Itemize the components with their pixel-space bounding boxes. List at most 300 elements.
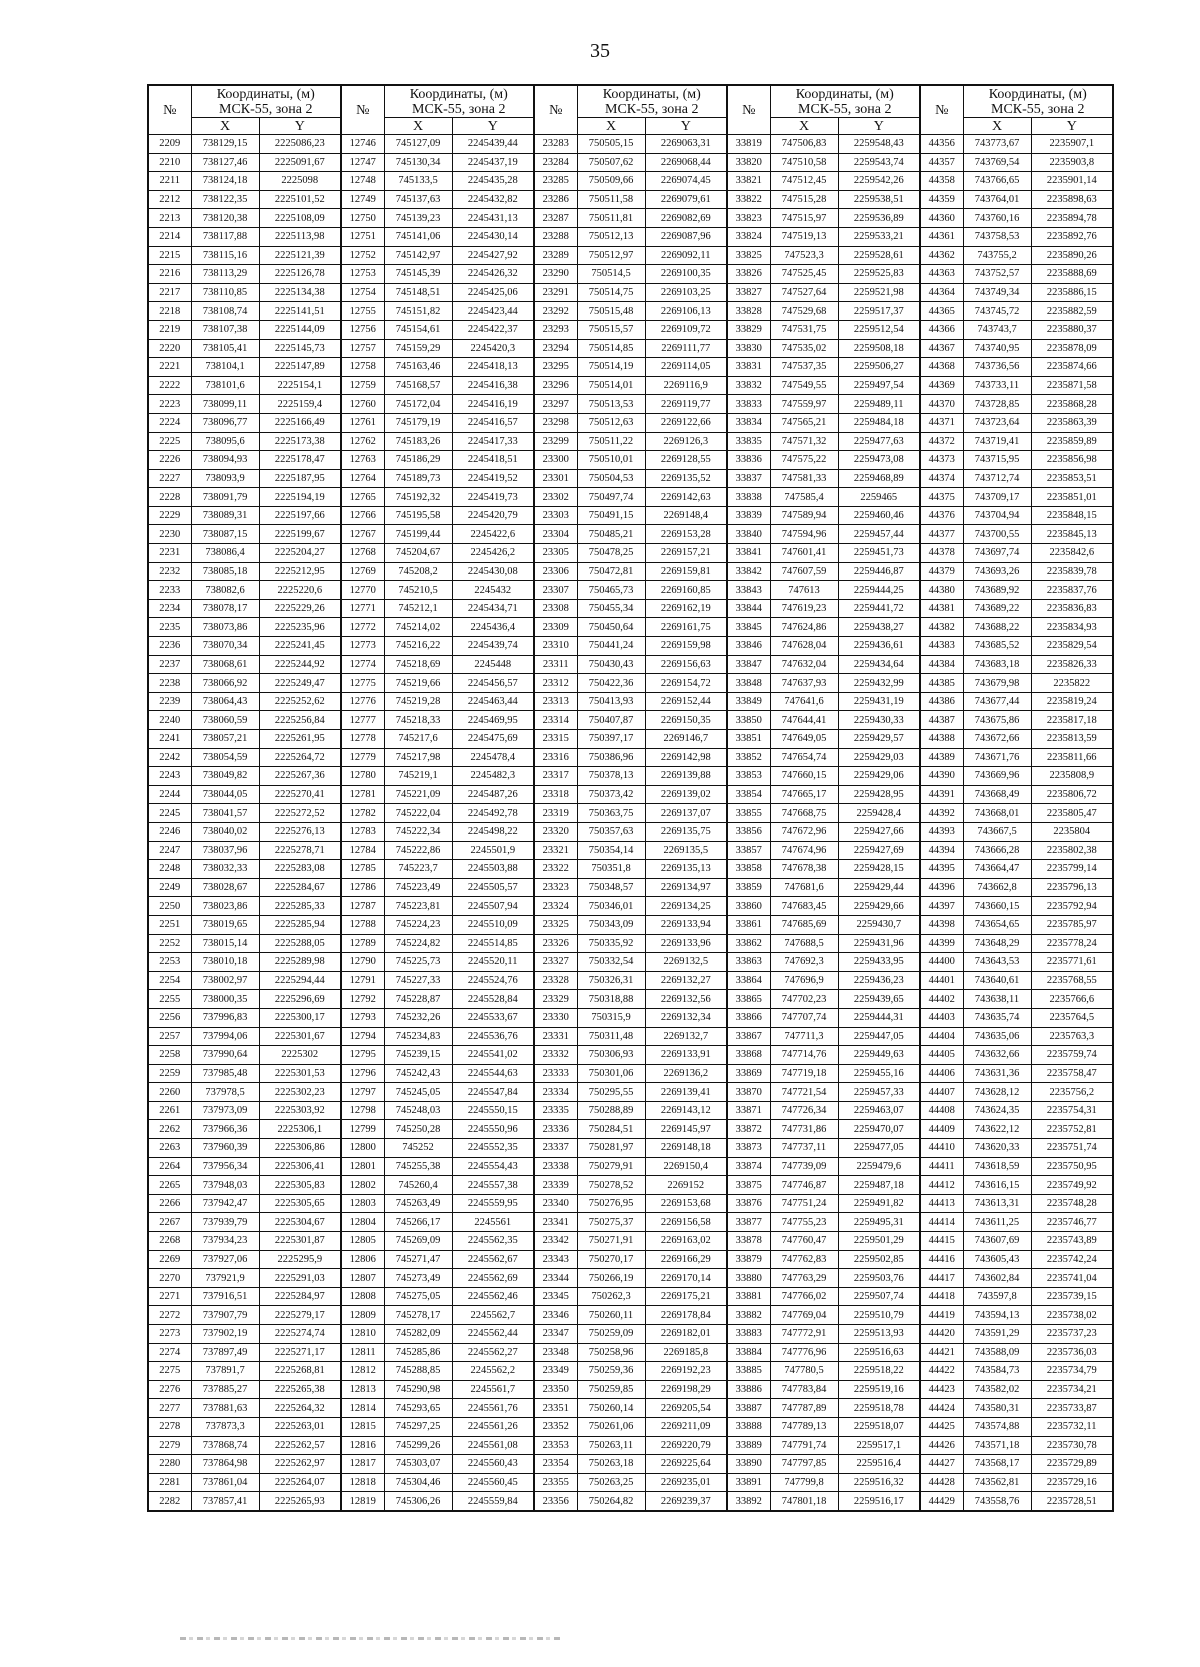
point-number: 44416 xyxy=(920,1250,963,1269)
coord-y: 2245420,79 xyxy=(452,506,534,525)
coord-x: 745266,17 xyxy=(384,1213,452,1232)
point-number: 12766 xyxy=(341,506,384,525)
coord-y: 2225235,96 xyxy=(259,618,341,637)
header-x: X xyxy=(384,118,452,135)
coord-y: 2245475,69 xyxy=(452,730,534,749)
header-coord-title: Координаты, (м) xyxy=(988,86,1087,102)
coord-y: 2269150,4 xyxy=(645,1157,727,1176)
coord-x: 745163,46 xyxy=(384,358,452,377)
coord-y: 2235802,38 xyxy=(1031,841,1113,860)
table-row xyxy=(148,1046,1113,1065)
point-number: 44403 xyxy=(920,1008,963,1027)
point-number: 33865 xyxy=(727,990,770,1009)
point-number: 33839 xyxy=(727,506,770,525)
point-number: 12754 xyxy=(341,283,384,302)
coord-x: 743733,11 xyxy=(963,376,1031,395)
point-number: 33847 xyxy=(727,655,770,674)
coord-y: 2235758,47 xyxy=(1031,1064,1113,1083)
coord-x: 738113,29 xyxy=(191,265,259,284)
coord-x: 738028,67 xyxy=(191,878,259,897)
coord-x: 747772,91 xyxy=(770,1325,838,1344)
coord-x: 750510,01 xyxy=(577,451,645,470)
coord-y: 2245533,67 xyxy=(452,1008,534,1027)
coord-x: 750497,74 xyxy=(577,488,645,507)
coord-y: 2235890,26 xyxy=(1031,246,1113,265)
table-row xyxy=(148,469,1113,488)
coord-y: 2269145,97 xyxy=(645,1120,727,1139)
table-row xyxy=(148,711,1113,730)
coord-x: 747628,04 xyxy=(770,637,838,656)
coord-x: 750263,11 xyxy=(577,1436,645,1455)
coord-x: 747787,89 xyxy=(770,1399,838,1418)
point-number: 2231 xyxy=(148,544,191,563)
point-number: 12768 xyxy=(341,544,384,563)
point-number: 44390 xyxy=(920,767,963,786)
point-number: 12777 xyxy=(341,711,384,730)
coord-x: 745214,02 xyxy=(384,618,452,637)
coord-y: 2235813,59 xyxy=(1031,730,1113,749)
coord-x: 750311,48 xyxy=(577,1027,645,1046)
coord-x: 743602,84 xyxy=(963,1269,1031,1288)
point-number: 33836 xyxy=(727,451,770,470)
coord-x: 747665,17 xyxy=(770,785,838,804)
coord-x: 750354,14 xyxy=(577,841,645,860)
coord-y: 2269109,72 xyxy=(645,320,727,339)
point-number: 23339 xyxy=(534,1176,577,1195)
table-row xyxy=(148,1399,1113,1418)
coord-y: 2245550,96 xyxy=(452,1120,534,1139)
point-number: 33872 xyxy=(727,1120,770,1139)
point-number: 44389 xyxy=(920,748,963,767)
coord-x: 743622,12 xyxy=(963,1120,1031,1139)
coord-y: 2269182,01 xyxy=(645,1325,727,1344)
coord-y: 2259548,43 xyxy=(838,135,920,154)
coord-x: 745250,28 xyxy=(384,1120,452,1139)
coord-y: 2225144,09 xyxy=(259,320,341,339)
point-number: 2236 xyxy=(148,637,191,656)
coord-x: 743648,29 xyxy=(963,934,1031,953)
coord-y: 2225276,13 xyxy=(259,822,341,841)
coord-y: 2269122,66 xyxy=(645,413,727,432)
coord-x: 750260,11 xyxy=(577,1306,645,1325)
coord-y: 2269132,34 xyxy=(645,1008,727,1027)
coord-x: 743712,74 xyxy=(963,469,1031,488)
point-number: 44371 xyxy=(920,413,963,432)
coord-y: 2259518,78 xyxy=(838,1399,920,1418)
coord-x: 738124,18 xyxy=(191,172,259,191)
coord-x: 743628,12 xyxy=(963,1083,1031,1102)
coord-x: 745232,26 xyxy=(384,1008,452,1027)
coord-x: 745218,69 xyxy=(384,655,452,674)
coord-y: 2259517,1 xyxy=(838,1436,920,1455)
point-number: 2252 xyxy=(148,934,191,953)
point-number: 2230 xyxy=(148,525,191,544)
coord-y: 2235817,18 xyxy=(1031,711,1113,730)
point-number: 44367 xyxy=(920,339,963,358)
coord-y: 2269074,45 xyxy=(645,172,727,191)
point-number: 12786 xyxy=(341,878,384,897)
coord-y: 2235771,61 xyxy=(1031,953,1113,972)
table-row xyxy=(148,413,1113,432)
point-number: 33832 xyxy=(727,376,770,395)
coord-x: 745255,38 xyxy=(384,1157,452,1176)
point-number: 33876 xyxy=(727,1194,770,1213)
coord-x: 745137,63 xyxy=(384,190,452,209)
coord-x: 743574,88 xyxy=(963,1417,1031,1436)
coord-y: 2259447,05 xyxy=(838,1027,920,1046)
coord-y: 2235822 xyxy=(1031,674,1113,693)
coord-y: 2269126,3 xyxy=(645,432,727,451)
point-number: 23294 xyxy=(534,339,577,358)
coord-y: 2269239,37 xyxy=(645,1492,727,1511)
coord-x: 750270,17 xyxy=(577,1250,645,1269)
point-number: 23352 xyxy=(534,1417,577,1436)
point-number: 44406 xyxy=(920,1064,963,1083)
table-row xyxy=(148,1232,1113,1251)
coord-y: 2259455,16 xyxy=(838,1064,920,1083)
coord-y: 2225108,09 xyxy=(259,209,341,228)
coord-x: 743668,01 xyxy=(963,804,1031,823)
coord-y: 2259430,7 xyxy=(838,915,920,934)
coord-x: 743769,54 xyxy=(963,153,1031,172)
coord-x: 750513,53 xyxy=(577,395,645,414)
coord-y: 2259533,21 xyxy=(838,227,920,246)
coord-x: 750407,87 xyxy=(577,711,645,730)
coord-x: 745179,19 xyxy=(384,413,452,432)
coord-y: 2225271,17 xyxy=(259,1343,341,1362)
point-number: 33834 xyxy=(727,413,770,432)
point-number: 23336 xyxy=(534,1120,577,1139)
header-coord-title: Координаты, (м) xyxy=(409,86,508,102)
header-coord-system: МСК-55, зона 2 xyxy=(219,101,313,117)
point-number: 44385 xyxy=(920,674,963,693)
point-number: 44363 xyxy=(920,265,963,284)
coord-x: 738094,93 xyxy=(191,451,259,470)
point-number: 12759 xyxy=(341,376,384,395)
coord-y: 2245557,38 xyxy=(452,1176,534,1195)
point-number: 33874 xyxy=(727,1157,770,1176)
coord-x: 738101,6 xyxy=(191,376,259,395)
point-number: 44386 xyxy=(920,692,963,711)
coord-x: 738015,14 xyxy=(191,934,259,953)
coord-x: 743700,55 xyxy=(963,525,1031,544)
table-row xyxy=(148,1380,1113,1399)
point-number: 12814 xyxy=(341,1399,384,1418)
point-number: 12797 xyxy=(341,1083,384,1102)
coord-y: 2245431,13 xyxy=(452,209,534,228)
coord-x: 750512,63 xyxy=(577,413,645,432)
coord-y: 2269143,12 xyxy=(645,1101,727,1120)
table-row xyxy=(148,153,1113,172)
coord-x: 745208,2 xyxy=(384,562,452,581)
table-row xyxy=(148,730,1113,749)
point-number: 23309 xyxy=(534,618,577,637)
point-number: 33887 xyxy=(727,1399,770,1418)
coord-x: 738073,86 xyxy=(191,618,259,637)
point-number: 44379 xyxy=(920,562,963,581)
coord-y: 2235834,93 xyxy=(1031,618,1113,637)
coord-y: 2259516,4 xyxy=(838,1455,920,1474)
coord-x: 747681,6 xyxy=(770,878,838,897)
coord-y: 2245561,76 xyxy=(452,1399,534,1418)
coord-y: 2245562,69 xyxy=(452,1269,534,1288)
coord-x: 743758,53 xyxy=(963,227,1031,246)
coord-y: 2245469,95 xyxy=(452,711,534,730)
coord-y: 2259517,37 xyxy=(838,302,920,321)
coord-y: 2259516,32 xyxy=(838,1473,920,1492)
point-number: 44392 xyxy=(920,804,963,823)
point-number: 44382 xyxy=(920,618,963,637)
header-coord-title: Координаты, (м) xyxy=(795,86,894,102)
point-number: 12773 xyxy=(341,637,384,656)
coord-x: 738010,18 xyxy=(191,953,259,972)
coord-y: 2235741,04 xyxy=(1031,1269,1113,1288)
coord-x: 743736,56 xyxy=(963,358,1031,377)
point-number: 12788 xyxy=(341,915,384,934)
coord-x: 747762,83 xyxy=(770,1250,838,1269)
coord-y: 2269211,09 xyxy=(645,1417,727,1436)
point-number: 2218 xyxy=(148,302,191,321)
point-number: 2281 xyxy=(148,1473,191,1492)
coord-y: 2235842,6 xyxy=(1031,544,1113,563)
coord-y: 2269137,07 xyxy=(645,804,727,823)
point-number: 23329 xyxy=(534,990,577,1009)
coord-x: 747613 xyxy=(770,581,838,600)
coord-x: 745242,43 xyxy=(384,1064,452,1083)
coord-x: 743668,49 xyxy=(963,785,1031,804)
point-number: 33866 xyxy=(727,1008,770,1027)
coord-x: 737861,04 xyxy=(191,1473,259,1492)
coord-x: 747783,84 xyxy=(770,1380,838,1399)
coord-x: 745306,26 xyxy=(384,1492,452,1511)
coord-y: 2245448 xyxy=(452,655,534,674)
coord-x: 743723,64 xyxy=(963,413,1031,432)
point-number: 44399 xyxy=(920,934,963,953)
point-number: 33837 xyxy=(727,469,770,488)
coord-x: 750512,13 xyxy=(577,227,645,246)
coord-x: 750260,14 xyxy=(577,1399,645,1418)
point-number: 33860 xyxy=(727,897,770,916)
point-number: 12796 xyxy=(341,1064,384,1083)
table-row xyxy=(148,692,1113,711)
point-number: 23296 xyxy=(534,376,577,395)
point-number: 23303 xyxy=(534,506,577,525)
coord-x: 750511,58 xyxy=(577,190,645,209)
point-number: 23327 xyxy=(534,953,577,972)
coord-y: 2245505,57 xyxy=(452,878,534,897)
coord-x: 750491,15 xyxy=(577,506,645,525)
coord-x: 745210,5 xyxy=(384,581,452,600)
coord-y: 2225159,4 xyxy=(259,395,341,414)
coord-y: 2245419,52 xyxy=(452,469,534,488)
point-number: 2235 xyxy=(148,618,191,637)
coord-y: 2259506,27 xyxy=(838,358,920,377)
point-number: 23286 xyxy=(534,190,577,209)
coord-y: 2235888,69 xyxy=(1031,265,1113,284)
point-number: 2224 xyxy=(148,413,191,432)
coord-x: 750346,01 xyxy=(577,897,645,916)
coord-y: 2225272,52 xyxy=(259,804,341,823)
coord-x: 747731,86 xyxy=(770,1120,838,1139)
table-row xyxy=(148,1287,1113,1306)
coord-x: 747719,18 xyxy=(770,1064,838,1083)
table-row xyxy=(148,953,1113,972)
point-number: 44377 xyxy=(920,525,963,544)
table-row xyxy=(148,544,1113,563)
coord-y: 2225264,72 xyxy=(259,748,341,767)
coord-y: 2225197,66 xyxy=(259,506,341,525)
coord-y: 2269192,23 xyxy=(645,1362,727,1381)
coord-x: 745224,23 xyxy=(384,915,452,934)
point-number: 44366 xyxy=(920,320,963,339)
point-number: 33890 xyxy=(727,1455,770,1474)
coord-x: 745219,28 xyxy=(384,692,452,711)
coord-y: 2269160,85 xyxy=(645,581,727,600)
point-number: 33820 xyxy=(727,153,770,172)
coord-x: 745168,57 xyxy=(384,376,452,395)
point-number: 12770 xyxy=(341,581,384,600)
coord-x: 747674,96 xyxy=(770,841,838,860)
coord-y: 2259430,33 xyxy=(838,711,920,730)
coord-x: 743773,67 xyxy=(963,135,1031,154)
coord-y: 2269063,31 xyxy=(645,135,727,154)
point-number: 23351 xyxy=(534,1399,577,1418)
point-number: 33855 xyxy=(727,804,770,823)
coord-y: 2269136,2 xyxy=(645,1064,727,1083)
point-number: 2248 xyxy=(148,860,191,879)
point-number: 12751 xyxy=(341,227,384,246)
coord-y: 2225147,89 xyxy=(259,358,341,377)
coord-y: 2269135,13 xyxy=(645,860,727,879)
coord-y: 2235799,14 xyxy=(1031,860,1113,879)
coord-y: 2245416,57 xyxy=(452,413,534,432)
coord-x: 743618,59 xyxy=(963,1157,1031,1176)
point-number: 33885 xyxy=(727,1362,770,1381)
coord-x: 750318,88 xyxy=(577,990,645,1009)
coord-y: 2245422,6 xyxy=(452,525,534,544)
point-number: 2263 xyxy=(148,1139,191,1158)
coord-y: 2259429,57 xyxy=(838,730,920,749)
coord-y: 2245547,84 xyxy=(452,1083,534,1102)
coord-y: 2269103,25 xyxy=(645,283,727,302)
coord-x: 747685,69 xyxy=(770,915,838,934)
point-number: 44380 xyxy=(920,581,963,600)
point-number: 2237 xyxy=(148,655,191,674)
point-number: 23333 xyxy=(534,1064,577,1083)
point-number: 2255 xyxy=(148,990,191,1009)
table-row xyxy=(148,190,1113,209)
point-number: 2253 xyxy=(148,953,191,972)
point-number: 23310 xyxy=(534,637,577,656)
point-number: 44417 xyxy=(920,1269,963,1288)
coord-y: 2245552,35 xyxy=(452,1139,534,1158)
table-row xyxy=(148,1008,1113,1027)
coord-y: 2245520,11 xyxy=(452,953,534,972)
point-number: 33886 xyxy=(727,1380,770,1399)
coord-y: 2245419,73 xyxy=(452,488,534,507)
coord-y: 2259473,08 xyxy=(838,451,920,470)
point-number: 2265 xyxy=(148,1176,191,1195)
header-coord-system: МСК-55, зона 2 xyxy=(412,101,506,117)
coord-x: 750262,3 xyxy=(577,1287,645,1306)
coord-x: 738064,43 xyxy=(191,692,259,711)
point-number: 23331 xyxy=(534,1027,577,1046)
point-number: 2256 xyxy=(148,1008,191,1027)
coord-x: 738091,79 xyxy=(191,488,259,507)
point-number: 33859 xyxy=(727,878,770,897)
table-row xyxy=(148,599,1113,618)
coord-y: 2259444,25 xyxy=(838,581,920,600)
coord-x: 745263,49 xyxy=(384,1194,452,1213)
coord-y: 2259428,15 xyxy=(838,860,920,879)
header-y: Y xyxy=(645,118,727,135)
coord-y: 2225279,17 xyxy=(259,1306,341,1325)
coord-x: 747801,18 xyxy=(770,1492,838,1511)
point-number: 33833 xyxy=(727,395,770,414)
point-number: 12764 xyxy=(341,469,384,488)
table-row xyxy=(148,1194,1113,1213)
coord-x: 738089,31 xyxy=(191,506,259,525)
coord-y: 2269092,11 xyxy=(645,246,727,265)
coord-x: 745216,22 xyxy=(384,637,452,656)
point-number: 23318 xyxy=(534,785,577,804)
scan-artifact xyxy=(180,1637,560,1640)
coord-y: 2259538,51 xyxy=(838,190,920,209)
point-number: 12792 xyxy=(341,990,384,1009)
coord-y: 2235845,13 xyxy=(1031,525,1113,544)
coord-y: 2269135,52 xyxy=(645,469,727,488)
point-number: 23347 xyxy=(534,1325,577,1344)
coord-x: 747707,74 xyxy=(770,1008,838,1027)
coord-y: 2259491,82 xyxy=(838,1194,920,1213)
coord-x: 747581,33 xyxy=(770,469,838,488)
coord-y: 2245423,44 xyxy=(452,302,534,321)
coord-x: 745199,44 xyxy=(384,525,452,544)
coord-y: 2225300,17 xyxy=(259,1008,341,1027)
coord-y: 2245561 xyxy=(452,1213,534,1232)
point-number: 12752 xyxy=(341,246,384,265)
coord-y: 2235836,83 xyxy=(1031,599,1113,618)
table-row xyxy=(148,897,1113,916)
coord-y: 2245463,44 xyxy=(452,692,534,711)
coord-x: 738093,9 xyxy=(191,469,259,488)
coord-y: 2235732,11 xyxy=(1031,1417,1113,1436)
point-number: 33823 xyxy=(727,209,770,228)
point-number: 23306 xyxy=(534,562,577,581)
coord-x: 745221,09 xyxy=(384,785,452,804)
coord-y: 2235729,89 xyxy=(1031,1455,1113,1474)
coord-y: 2235756,2 xyxy=(1031,1083,1113,1102)
coord-y: 2259495,31 xyxy=(838,1213,920,1232)
coord-y: 2269111,77 xyxy=(645,339,727,358)
point-number: 23337 xyxy=(534,1139,577,1158)
point-number: 44425 xyxy=(920,1417,963,1436)
coord-y: 2225268,81 xyxy=(259,1362,341,1381)
coord-y: 2245559,84 xyxy=(452,1492,534,1511)
coord-x: 737960,39 xyxy=(191,1139,259,1158)
coord-x: 745297,25 xyxy=(384,1417,452,1436)
coord-x: 750271,91 xyxy=(577,1232,645,1251)
coord-y: 2225141,51 xyxy=(259,302,341,321)
header-x: X xyxy=(191,118,259,135)
point-number: 44368 xyxy=(920,358,963,377)
coord-y: 2235851,01 xyxy=(1031,488,1113,507)
point-number: 33875 xyxy=(727,1176,770,1195)
coord-x: 747766,02 xyxy=(770,1287,838,1306)
header-number: № xyxy=(920,85,963,135)
coord-x: 747668,75 xyxy=(770,804,838,823)
coord-y: 2269134,97 xyxy=(645,878,727,897)
